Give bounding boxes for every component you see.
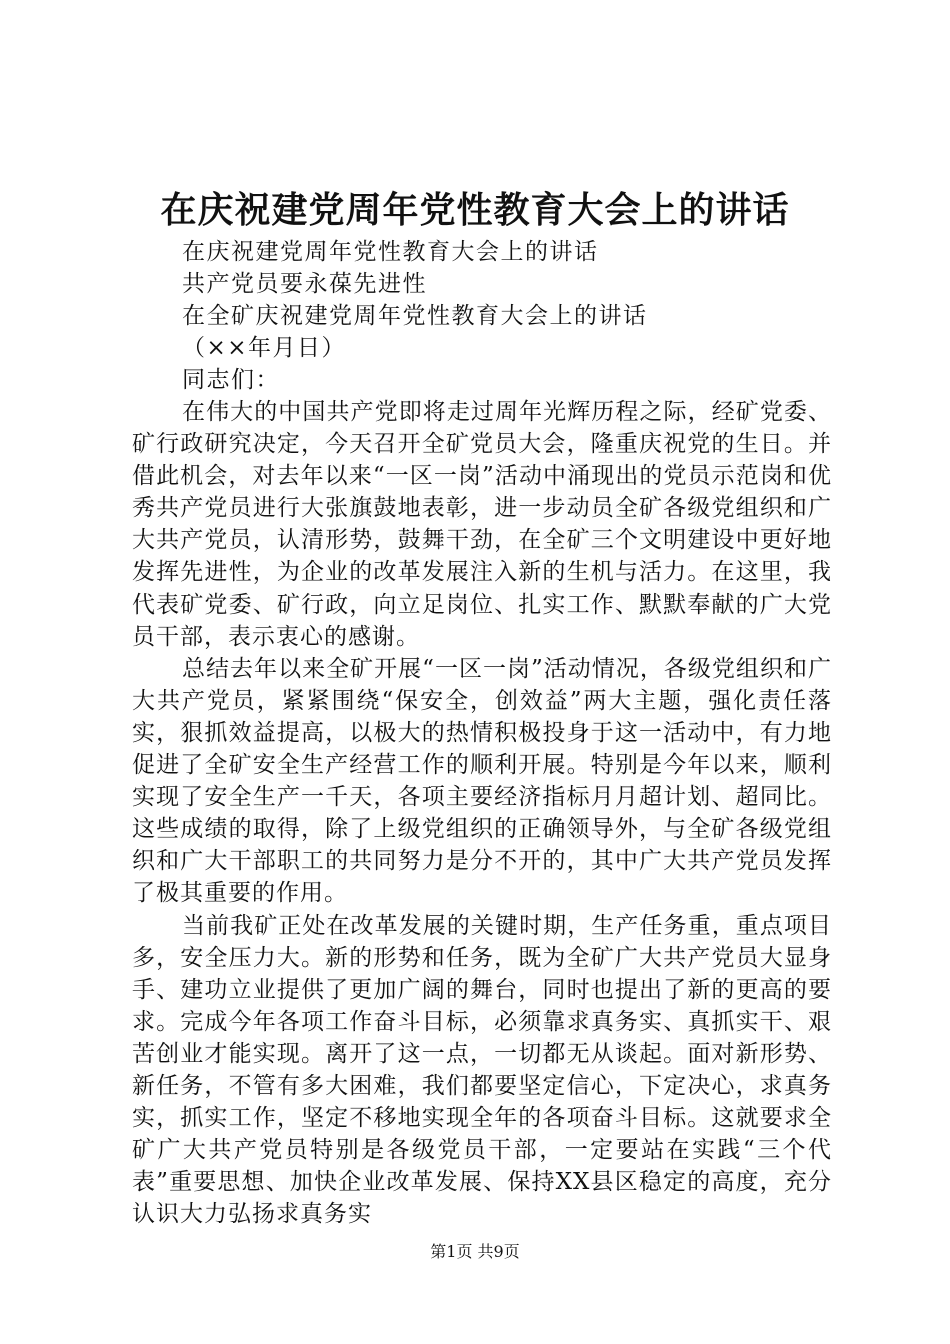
date-line: （××年月日）: [182, 335, 347, 361]
theme-line: 共产党员要永葆先进性: [182, 271, 427, 297]
document-title: 在庆祝建党周年党性教育大会上的讲话: [160, 189, 790, 231]
speech-title-line: 在全矿庆祝建党周年党性教育大会上的讲话: [182, 303, 648, 329]
salutation-line: 同志们：: [182, 367, 280, 393]
document-body: [132, 236, 832, 1230]
page-number-footer: 第1页 共9页: [430, 1242, 520, 1261]
paragraph: 当前我矿正处在改革发展的关键时期，生产任务重，重点项目多，安全压力大。新的形势和任务，既为全矿广大共产党员大显身手、建功立业提供了更加广阔的舞台，同时也提出了新的更高的要求。完成今年各项工作奋斗目标，必须靠求真务实、真抓实干、艰苦创业才能实现。离开了这一点，一切都无从谈起。面对新形势、新任务，不管有多大困难，我们都要坚定信心，下定决心，求真务实，抓实工作，坚定不移地实现全年的各项奋斗目标。这就要求全矿广大共产党员特别是各级党员干部，一定要站在实践“三个代表”重要思想、加快企业改革发展、保持XX县区稳定的高度，充分认识大力弘扬求真务实: [132, 912, 832, 1228]
paragraph: 在伟大的中国共产党即将走过周年光辉历程之际，经矿党委、矿行政研究决定，今天召开全矿党员大会，隆重庆祝党的生日。并借此机会，对去年以来“一区一岗”活动中涌现出的党员示范岗和优秀共产党员进行大张旗鼓地表彰，进一步动员全矿各级党组织和广大共产党员，认清形势，鼓舞干劲，在全矿三个文明建设中更好地发挥先进性，为企业的改革发展注入新的生机与活力。在这里，我代表矿党委、矿行政，向立足岗位、扎实工作、默默奉献的广大党员干部，表示衷心的感谢。: [132, 399, 832, 650]
subtitle-line: 在庆祝建党周年党性教育大会上的讲话: [182, 239, 599, 265]
paragraph: 总结去年以来全矿开展“一区一岗”活动情况，各级党组织和广大共产党员，紧紧围绕“保安全，创效益”两大主题，强化责任落实，狠抓效益提高，以极大的热情积极投身于这一活动中，有力地促进了全矿安全生产经营工作的顺利开展。特别是今年以来，顺利实现了安全生产一千天，各项主要经济指标月月超计划、超同比。这些成绩的取得，除了上级党组织的正确领导外，与全矿各级党组织和广大干部职工的共同努力是分不开的，其中广大共产党员发挥了极其重要的作用。: [132, 655, 832, 907]
